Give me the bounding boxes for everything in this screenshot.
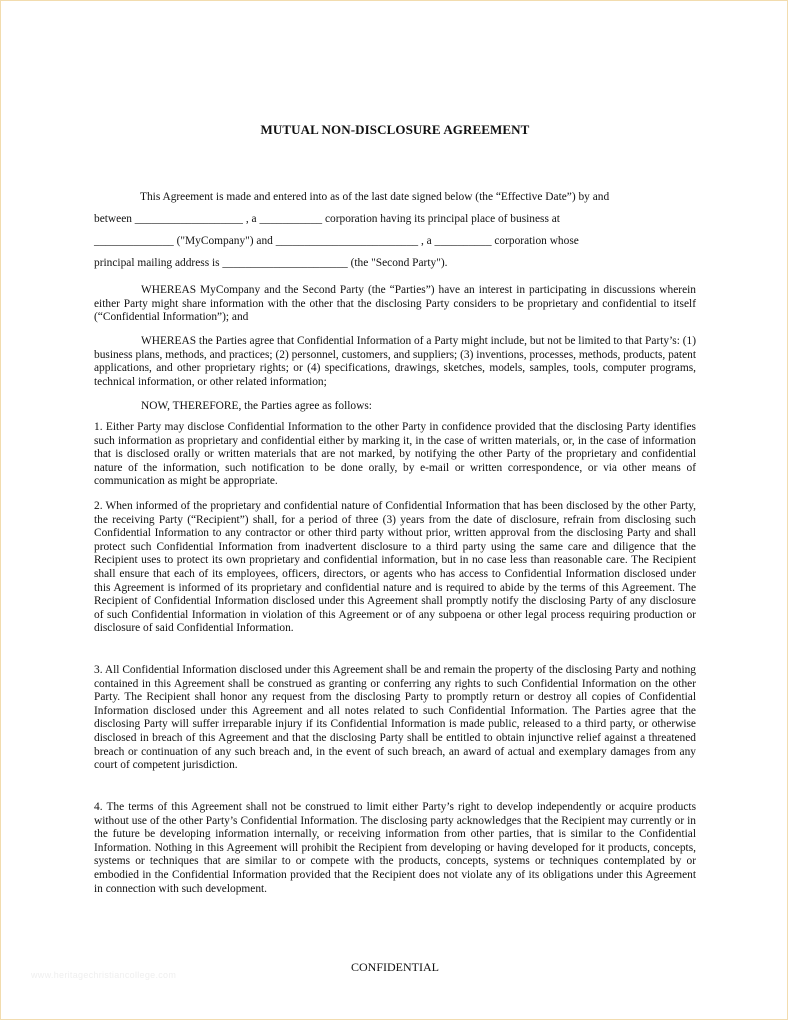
footer-label: CONFIDENTIAL: [351, 960, 439, 974]
clause-3: 3. All Confidential Information disclosed under this Agreement shall be and remain the property of the disclosing Party and nothing contained in this Agreement shall be construed as granting or conferring any rights to such Confidential Information on the other Party. The Recipient shall honor any request from the disclosing Party to promptly return or destroy all copies of Confidential Information disclosed under this Agreement and all notes related to such Confidential Information. The Parties agree that the disclosing Party will suffer irreparable injury if its Confidential Information is made public, released to a third party, or otherwise disclosed in breach of this Agreement and that the disclosing Party shall be entitled to obtain injunctive relief against a threatened breach or continuation of any such breach and, in the event of such breach, an award of actual and exemplary damages from any court of competent jurisdiction.: [94, 664, 696, 772]
intro-line-4: principal mailing address is ______________________ (the "Second Party").: [94, 257, 448, 269]
clause-4: 4. The terms of this Agreement shall not be construed to limit either Party’s right to develop independently or acquire products without use of the other Party’s Confidential Information. The disclosing party acknowledges that the Recipient may currently or in the future be developing information internally, or receiving information from other parties, that is similar to the Confidential Information. Nothing in this Agreement will prohibit the Recipient from developing or having developed for it products, concepts, systems or techniques that are similar to or compete with the products, concepts, systems or techniques contemplated by or embodied in the Confidential Information provided that the Recipient does not violate any of its obligations under this Agreement in connection with such development.: [94, 801, 696, 895]
whereas-paragraph-1: WHEREAS MyCompany and the Second Party (the “Parties”) have an interest in participating in discussions wherein either Party might share information with the other that the disclosing Party considers to be proprietary and confidential to itself (“Confidential Information”); and: [94, 284, 696, 324]
document-title: MUTUAL NON-DISCLOSURE AGREEMENT: [260, 122, 530, 137]
intro-line-3: ______________ ("MyCompany") and _________________________ , a __________ corporation whose: [94, 235, 579, 247]
now-therefore-line: NOW, THEREFORE, the Parties agree as follows:: [141, 400, 372, 412]
whereas-paragraph-2: WHEREAS the Parties agree that Confidential Information of a Party might include, but not be limited to that Party’s: (1) business plans, methods, and practices; (2) personnel, customers, and suppliers; (3) inventions, processes, methods, products, patent applications, and other proprietary rights; or (4) specifications, drawings, sketches, models, samples, tools, computer programs, technical information, or other related information;: [94, 335, 696, 388]
intro-line-2: between ___________________ , a ___________ corporation having its principal place of business at: [94, 213, 560, 225]
clause-1: 1. Either Party may disclose Confidential Information to the other Party in confidence provided that the disclosing Party identifies such information as proprietary and confidential either by marking it, in the case of written materials, or, in the case of information that is disclosed orally or written materials that are not marked, by notifying the other Party of the proprietary and confidential nature of the information, such notification to be done orally, by e-mail or written correspondence, or via other means of communication as might be appropriate.: [94, 421, 696, 488]
intro-line-1: This Agreement is made and entered into as of the last date signed below (the “Effective Date”) by and: [140, 191, 610, 203]
clause-2: 2. When informed of the proprietary and confidential nature of Confidential Information that has been disclosed by the other Party, the receiving Party (“Recipient”) shall, for a period of three (3) years from the date of disclosure, refrain from disclosing such Confidential Information to any contractor or other third party without prior, written approval from the disclosing Party and shall protect such Confidential Information from inadvertent disclosure to a third party using the same care and diligence that the Recipient uses to protect its own proprietary and confidential information, but in no case less than reasonable care. The Recipient shall ensure that each of its employees, officers, directors, or agents who has access to Confidential Information disclosed under this Agreement is informed of its proprietary and confidential nature and is required to abide by the terms of this Agreement. The Recipient of Confidential Information disclosed under this Agreement shall promptly notify the disclosing Party of any disclosure of such Confidential Information in violation of this Agreement or of any subpoena or other legal process requiring production or disclosure of said Confidential Information.: [94, 500, 696, 635]
watermark-text: www.heritagechristiancollege.com: [31, 970, 177, 980]
